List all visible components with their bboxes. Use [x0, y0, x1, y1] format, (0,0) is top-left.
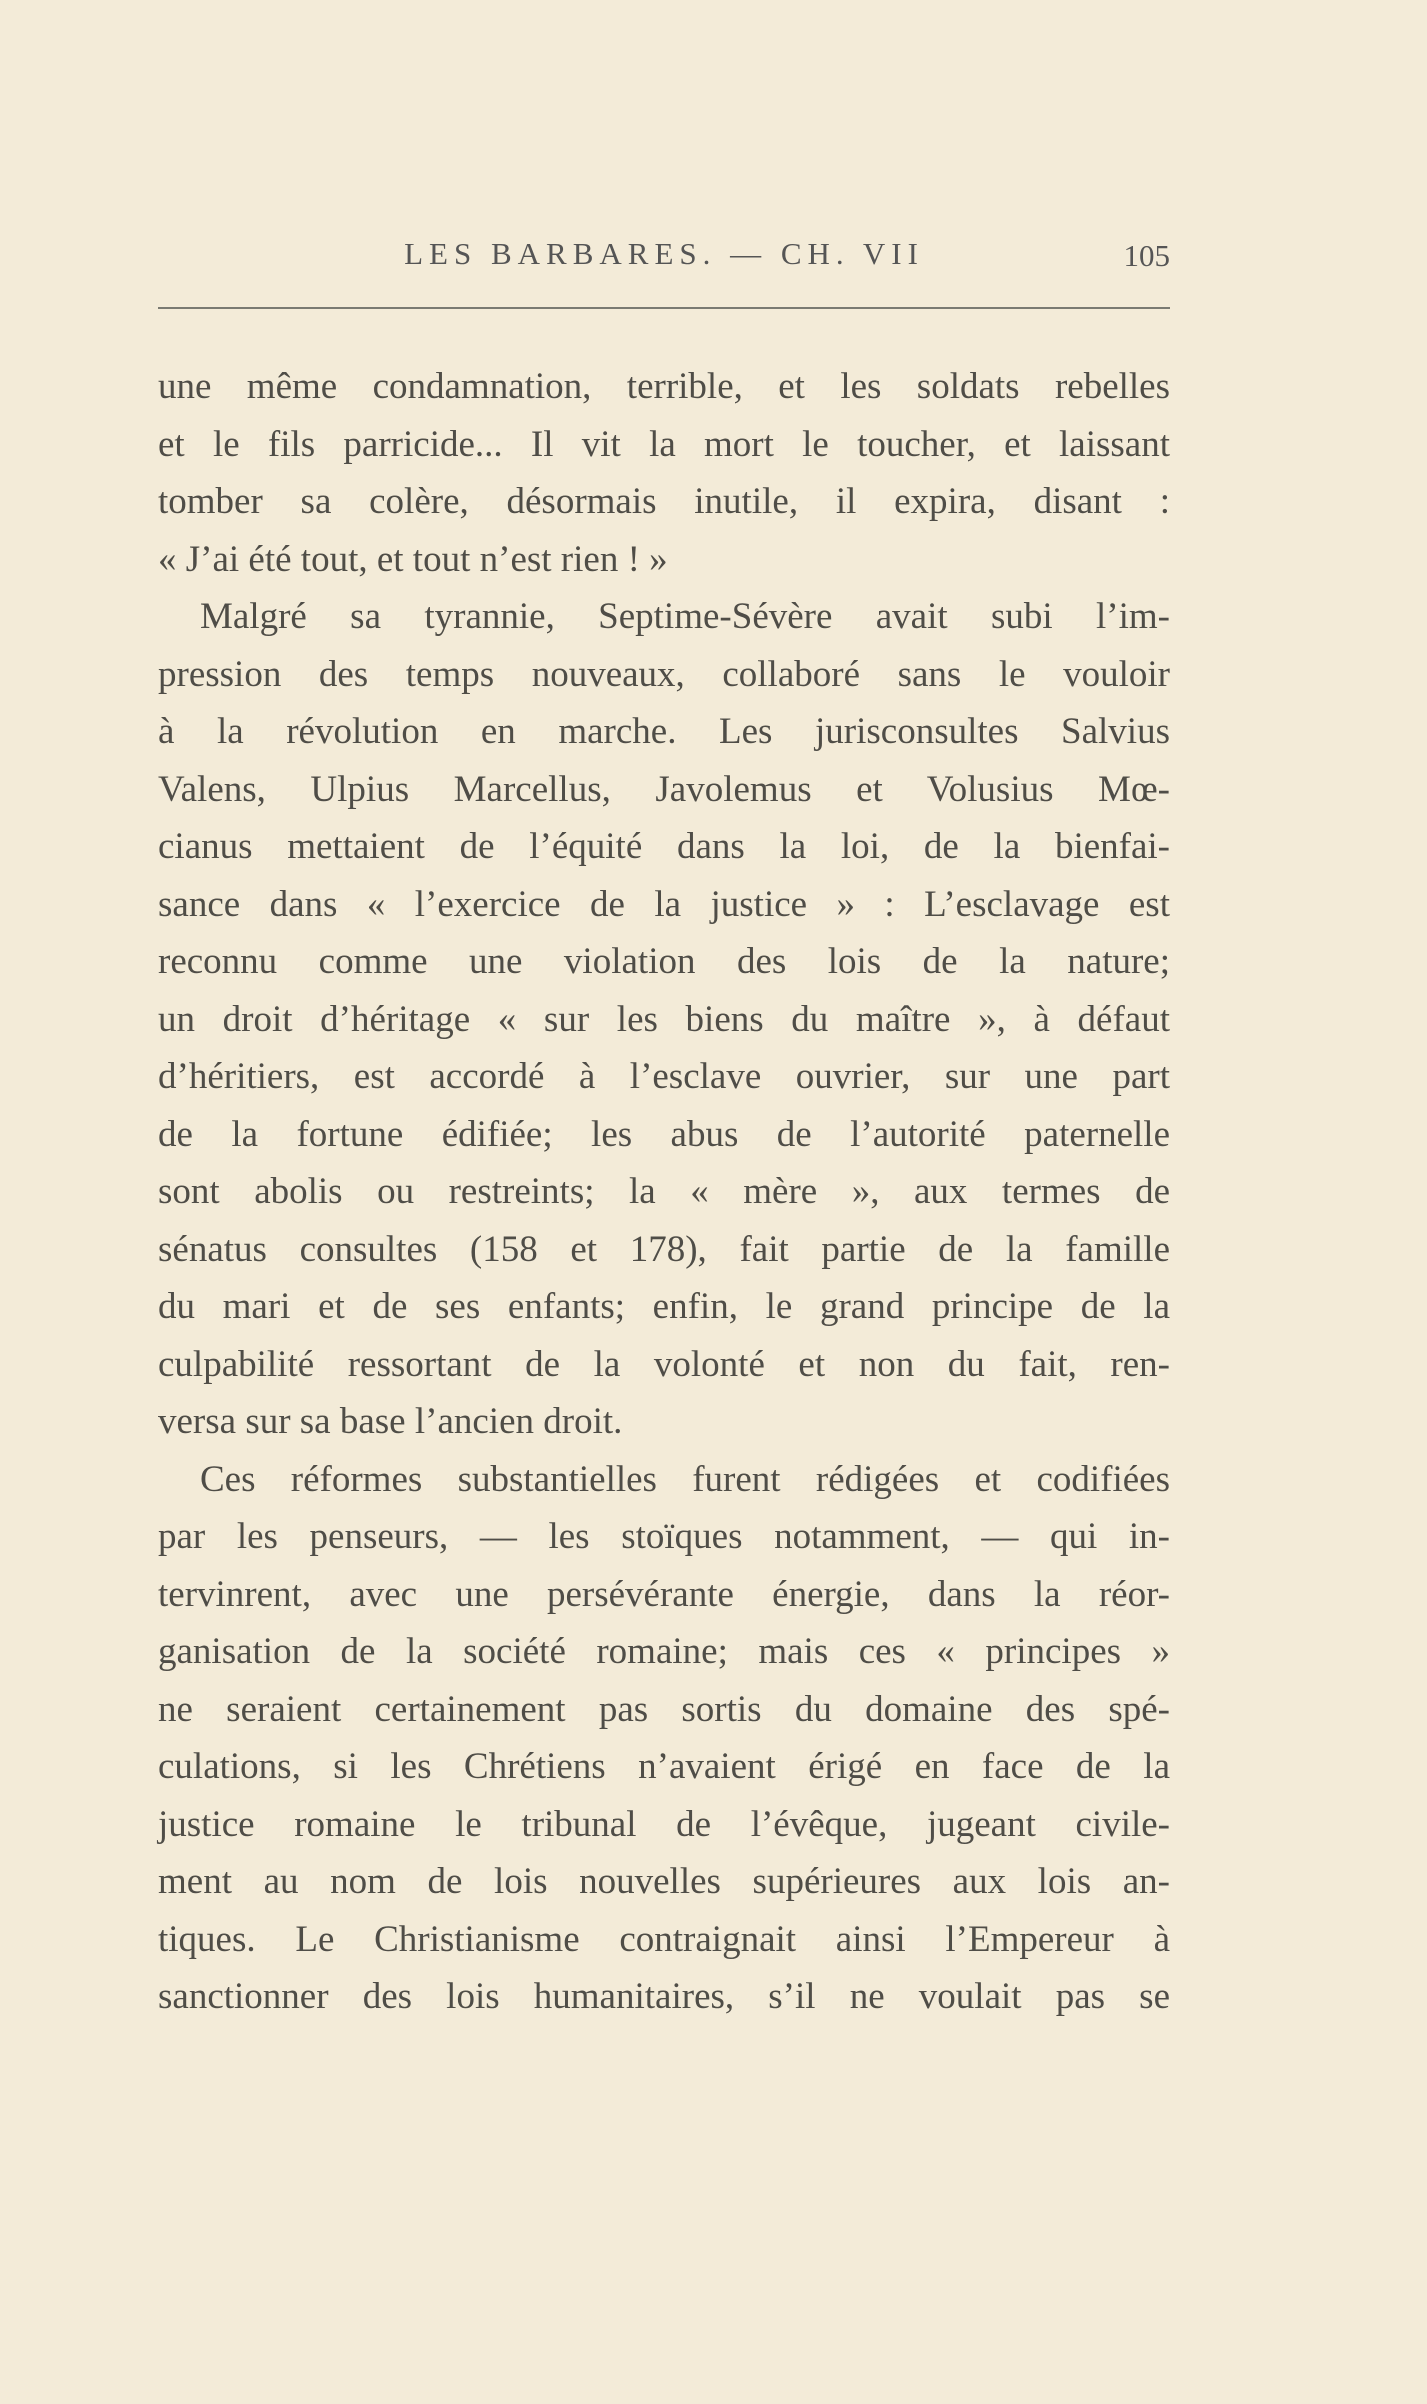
text-line: une même condamnation, terrible, et les soldats rebelles	[158, 366, 1170, 407]
page-header	[158, 236, 1170, 296]
text-line: cianus mettaient de l’équité dans la loi, de la bienfai-	[158, 826, 1170, 867]
text-line: sance dans « l’exercice de la justice » : L’esclavage est	[158, 883, 1170, 925]
text-line: tomber sa colère, désormais inutile, il expira, disant :	[158, 481, 1170, 522]
text-line: de la fortune édifiée; les abus de l’autorité paternelle	[158, 1113, 1170, 1155]
running-head: LES BARBARES. — CH. VII	[404, 236, 924, 271]
text-line: « J’ai été tout, et tout n’est rien ! »	[158, 538, 668, 580]
text-line: et le fils parricide... Il vit la mort le toucher, et laissant	[158, 423, 1170, 465]
text-line: tiques. Le Christianisme contraignait ainsi l’Empereur à	[158, 1918, 1170, 1960]
text-line: Malgré sa tyrannie, Septime-Sévère avait subi l’im-	[200, 596, 1170, 637]
text-line: ganisation de la société romaine; mais ces « principes »	[158, 1631, 1170, 1672]
text-line: versa sur sa base l’ancien droit.	[158, 1401, 623, 1442]
text-line: Ces réformes substantielles furent rédigées et codifiées	[200, 1458, 1170, 1500]
text-line: culations, si les Chrétiens n’avaient érigé en face de la	[158, 1746, 1170, 1787]
body-text	[158, 358, 1170, 2026]
text-line: du mari et de ses enfants; enfin, le grand principe de la	[158, 1286, 1170, 1327]
text-line: d’héritiers, est accordé à l’esclave ouvrier, sur une part	[158, 1056, 1170, 1097]
text-line: ment au nom de lois nouvelles supérieures aux lois an-	[158, 1861, 1170, 1902]
text-line: sénatus consultes (158 et 178), fait partie de la famille	[158, 1228, 1170, 1270]
text-line: Valens, Ulpius Marcellus, Javolemus et Volusius Mœ-	[158, 768, 1170, 810]
text-line: un droit d’héritage « sur les biens du maître », à défaut	[158, 998, 1170, 1040]
text-line: sanctionner des lois humanitaires, s’il ne voulait pas se	[158, 1976, 1170, 2017]
text-line: par les penseurs, — les stoïques notamment, — qui in-	[158, 1516, 1170, 1557]
text-line: ne seraient certainement pas sortis du domaine des spé-	[158, 1688, 1170, 1730]
header-rule	[158, 307, 1170, 309]
text-line: pression des temps nouveaux, collaboré sans le vouloir	[158, 653, 1170, 695]
page-number: 105	[1123, 238, 1170, 273]
text-line: culpabilité ressortant de la volonté et non du fait, ren-	[158, 1343, 1170, 1385]
text-line: tervinrent, avec une persévérante énergie, dans la réor-	[158, 1573, 1170, 1615]
text-line: justice romaine le tribunal de l’évêque, jugeant civile-	[158, 1803, 1170, 1845]
text-line: à la révolution en marche. Les jurisconsultes Salvius	[158, 711, 1170, 752]
text-line: reconnu comme une violation des lois de la nature;	[158, 941, 1170, 982]
text-line: sont abolis ou restreints; la « mère », aux termes de	[158, 1171, 1170, 1212]
